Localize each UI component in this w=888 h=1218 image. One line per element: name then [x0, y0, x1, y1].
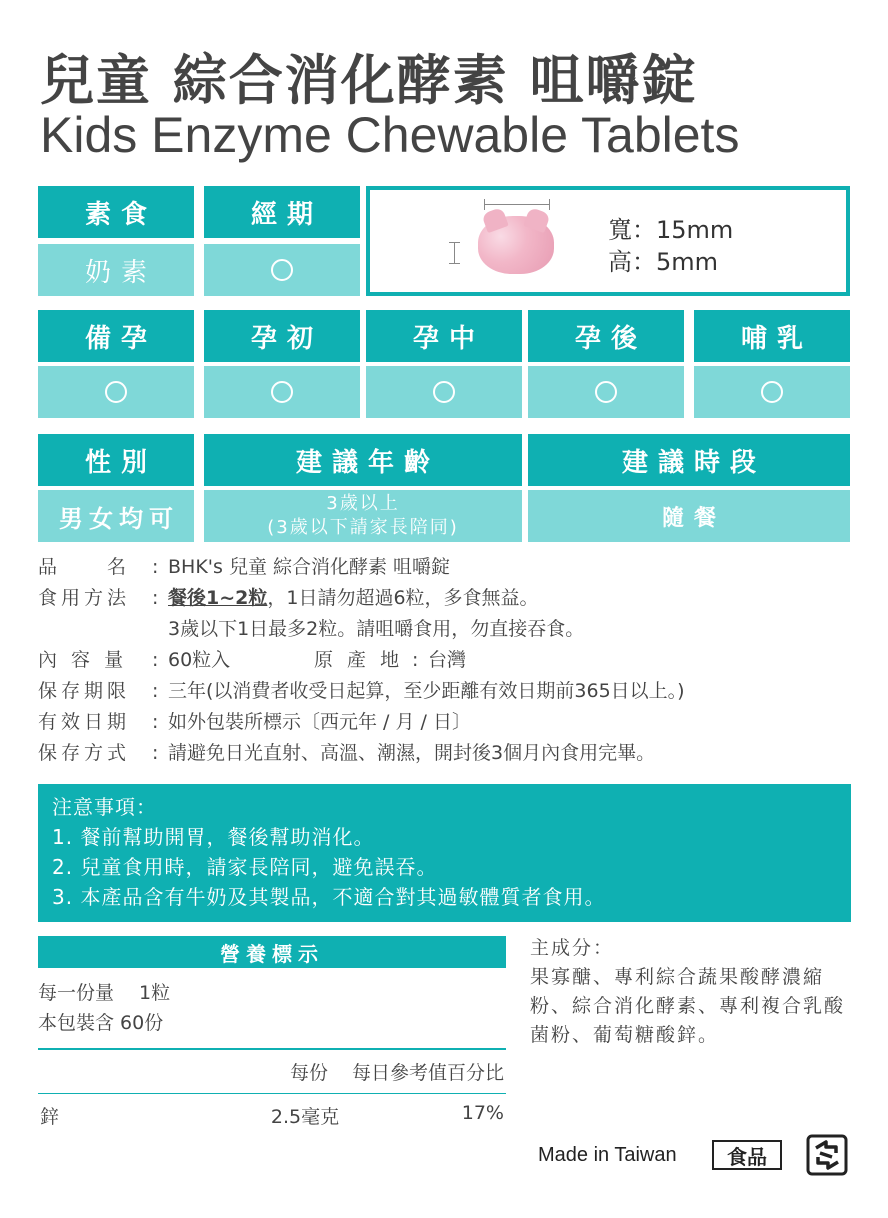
age-header: 建議年齡 — [204, 434, 522, 486]
info-label: 品 名 — [38, 556, 131, 578]
stage-header-1: 孕初 — [204, 310, 360, 362]
servings-per-pack: 本包裝含 60份 — [38, 1012, 164, 1034]
info-value: 請避免日光直射、高溫、潮濕，開封後3個月內食用完畢。 — [168, 742, 656, 764]
age-value — [204, 490, 522, 542]
circle-icon — [271, 381, 293, 403]
age-value-note: (3歲以下請家長陪同) — [267, 517, 459, 538]
stage-header-3: 孕後 — [528, 310, 684, 362]
ingredients-label: 主成分： — [530, 937, 615, 959]
circle-icon — [105, 381, 127, 403]
usage-dosage: 餐後1~2粒 — [168, 587, 268, 609]
stage-value-1 — [204, 366, 360, 418]
notice-item: 2. 兒童食用時，請家長陪同，避免誤吞。 — [52, 855, 438, 879]
info-value: BHK's 兒童 綜合消化酵素 咀嚼錠 — [168, 556, 451, 578]
diet-value: 奶素 — [38, 244, 194, 296]
recycle-icon — [806, 1134, 848, 1176]
width-dimension-icon — [484, 204, 550, 205]
circle-icon — [271, 259, 293, 281]
stage-value-0 — [38, 366, 194, 418]
usage-line-2: 3歲以下1日最多2粒。請咀嚼食用，勿直接吞食。 — [168, 618, 585, 640]
info-row-usage-2 — [38, 614, 685, 645]
nutrient-name: 鋅 — [40, 1106, 60, 1128]
nutrition-columns — [38, 1050, 506, 1093]
product-title-en: Kids Enzyme Chewable Tablets — [40, 107, 740, 163]
tablet-image — [478, 216, 554, 274]
tablet-height: 高：5mm — [608, 248, 719, 276]
product-title-zh: 兒童 綜合消化酵素 咀嚼錠 — [40, 49, 698, 112]
gender-header: 性別 — [38, 434, 194, 486]
stage-value-4 — [694, 366, 850, 418]
info-label: 原 產 地 — [314, 649, 404, 671]
usage-rest: ，1日請勿超過6粒，多食無益。 — [267, 587, 539, 609]
height-dimension-icon — [454, 242, 455, 264]
nutrition-row — [38, 1094, 506, 1137]
col-daily-value: 每日參考值百分比 — [351, 1062, 504, 1084]
ingredients — [530, 934, 852, 1050]
circle-icon — [761, 381, 783, 403]
info-row-expiry: 有效日期 : 如外包裝所標示〔西元年 / 月 / 日〕 — [38, 707, 685, 738]
stage-header-2: 孕中 — [366, 310, 522, 362]
info-label: 保存期限 — [38, 680, 131, 702]
stage-header-0: 備孕 — [38, 310, 194, 362]
circle-icon — [433, 381, 455, 403]
food-badge: 食品 — [712, 1140, 782, 1170]
tablet-width: 寬：15mm — [608, 216, 734, 244]
notice-box — [38, 784, 851, 922]
notice-item: 1. 餐前幫助開胃，餐後幫助消化。 — [52, 825, 375, 849]
vegetarian-header: 素食 — [38, 186, 194, 238]
info-label: 食用方法 — [38, 587, 131, 609]
info-label: 內 容 量 — [38, 649, 128, 671]
age-value-main: 3歲以上 — [326, 493, 400, 514]
time-value: 隨餐 — [528, 490, 850, 542]
notice-title: 注意事項： — [52, 795, 157, 819]
stage-value-2 — [366, 366, 522, 418]
menstrual-header: 經期 — [204, 186, 360, 238]
info-row-usage: 食用方法 : 餐後1~2粒 ，1日請勿超過6粒，多食無益。 — [38, 583, 685, 614]
circle-icon — [595, 381, 617, 403]
nutrient-amount: 2.5毫克 — [270, 1106, 340, 1128]
info-value: 三年(以消費者收受日起算，至少距離有效日期前365日以上。) — [168, 680, 685, 702]
ingredients-text: 果寡醣、專利綜合蔬果酸酵濃縮粉、綜合消化酵素、專利複合乳酸菌粉、葡萄糖酸鋅。 — [530, 966, 846, 1046]
tablet-image-box — [366, 186, 850, 296]
gender-value: 男女均可 — [38, 490, 194, 542]
serving-size: 每一份量 1粒 — [38, 982, 171, 1004]
col-per-serving: 每份 — [289, 1062, 328, 1084]
menstrual-value — [204, 244, 360, 296]
info-row-storage: 保存方式 : 請避免日光直射、高溫、潮濕，開封後3個月內食用完畢。 — [38, 738, 685, 769]
nutrient-dv: 17% — [461, 1102, 504, 1124]
notice-item: 3. 本產品含有牛奶及其製品，不適合對其過敏體質者食用。 — [52, 885, 606, 909]
info-value: 如外包裝所標示〔西元年 / 月 / 日〕 — [168, 711, 471, 733]
info-row-content: 內 容 量 : 60粒入 原 產 地 : 台灣 — [38, 645, 685, 676]
info-row-shelf: 保存期限 : 三年(以消費者收受日起算，至少距離有效日期前365日以上。) — [38, 676, 685, 707]
time-header: 建議時段 — [528, 434, 850, 486]
made-in-taiwan: Made in Taiwan — [538, 1144, 677, 1166]
info-row-name: 品 名 : BHK's 兒童 綜合消化酵素 咀嚼錠 — [38, 552, 685, 583]
info-label: 保存方式 — [38, 742, 131, 764]
info-label: 有效日期 — [38, 711, 131, 733]
stage-header-4: 哺乳 — [694, 310, 850, 362]
nutrition-table — [38, 936, 506, 1137]
info-value: 60粒入 — [168, 649, 231, 671]
info-value: 台灣 — [428, 649, 467, 671]
product-info — [38, 552, 685, 769]
nutrition-title: 營養標示 — [38, 936, 506, 968]
stage-value-3 — [528, 366, 684, 418]
tablet-dimensions — [608, 214, 733, 278]
